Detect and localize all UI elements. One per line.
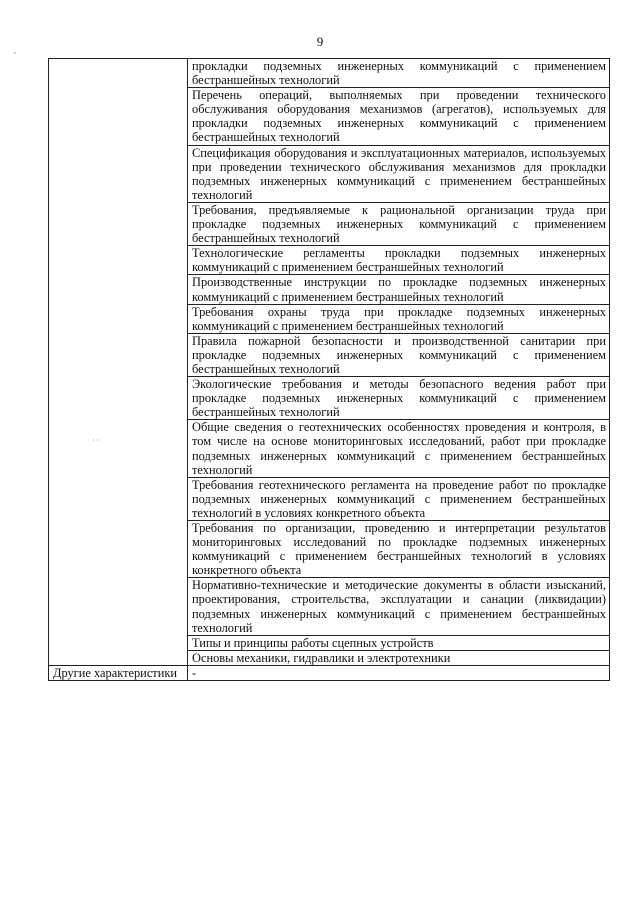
knowledge-item: Общие сведения о геотехнических особенностях проведения и контроля, в том числе на основе мониторинговых исследований, работ при прокладке подземных инженерных коммуникаций с применением бестраншейных технологий	[188, 420, 610, 477]
knowledge-item: Нормативно-технические и методические документы в области изысканий, проектирования, строительства, эксплуатации и санации (ликвидации) подземных инженерных коммуникаций с применением бестраншейных технологий	[188, 578, 610, 635]
knowledge-item: Технологические регламенты прокладки подземных инженерных коммуникаций с применением бестраншейных технологий	[188, 246, 610, 275]
knowledge-item: Правила пожарной безопасности и производственной санитарии при прокладке подземных инженерных коммуникаций с применением бестраншейных технологий	[188, 333, 610, 376]
knowledge-item: Спецификация оборудования и эксплуатационных материалов, используемых при проведении технического обслуживания механизмов для прокладки подземных инженерных коммуникаций с применением бестраншейных технологий	[188, 145, 610, 202]
page-number: 9	[316, 34, 324, 49]
scan-speck: ,	[14, 46, 16, 55]
knowledge-item: прокладки подземных инженерных коммуникаций с применением бестраншейных технологий	[188, 59, 610, 88]
knowledge-item: Требования, предъявляемые к рациональной организации труда при прокладке подземных инженерных коммуникаций с применением бестраншейных технологий	[188, 202, 610, 245]
knowledge-label-cell	[49, 59, 188, 666]
other-characteristics-label: Другие характеристики	[49, 665, 188, 680]
knowledge-item: Требования геотехнического регламента на проведение работ по прокладке подземных инженерных коммуникаций с применением бестраншейных технологий в условиях конкретного объекта	[188, 477, 610, 520]
knowledge-item: Экологические требования и методы безопасного ведения работ при прокладке подземных инженерных коммуникаций с применением бестраншейных технологий	[188, 377, 610, 420]
knowledge-item: Производственные инструкции по прокладке подземных инженерных коммуникаций с применением бестраншейных технологий	[188, 275, 610, 304]
knowledge-item: Типы и принципы работы сцепных устройств	[188, 635, 610, 650]
knowledge-item: Основы механики, гидравлики и электротехники	[188, 650, 610, 665]
other-characteristics-value: -	[188, 665, 610, 680]
knowledge-item: Требования по организации, проведению и интерпретации результатов мониторинговых исследований по прокладке подземных инженерных коммуникаций с применением бестраншейных технологий в условиях конкретного объекта	[188, 521, 610, 578]
knowledge-item: Требования охраны труда при прокладке подземных инженерных коммуникаций с применением бестраншейных технологий	[188, 304, 610, 333]
knowledge-table	[48, 58, 610, 681]
scan-speck: · ·	[92, 436, 100, 445]
table-row	[49, 665, 610, 680]
knowledge-item: Перечень операций, выполняемых при проведении технического обслуживания оборудования механизмов (агрегатов), используемых для прокладки подземных инженерных коммуникаций с применением бестраншейных технологий	[188, 88, 610, 145]
table-row	[49, 59, 610, 88]
